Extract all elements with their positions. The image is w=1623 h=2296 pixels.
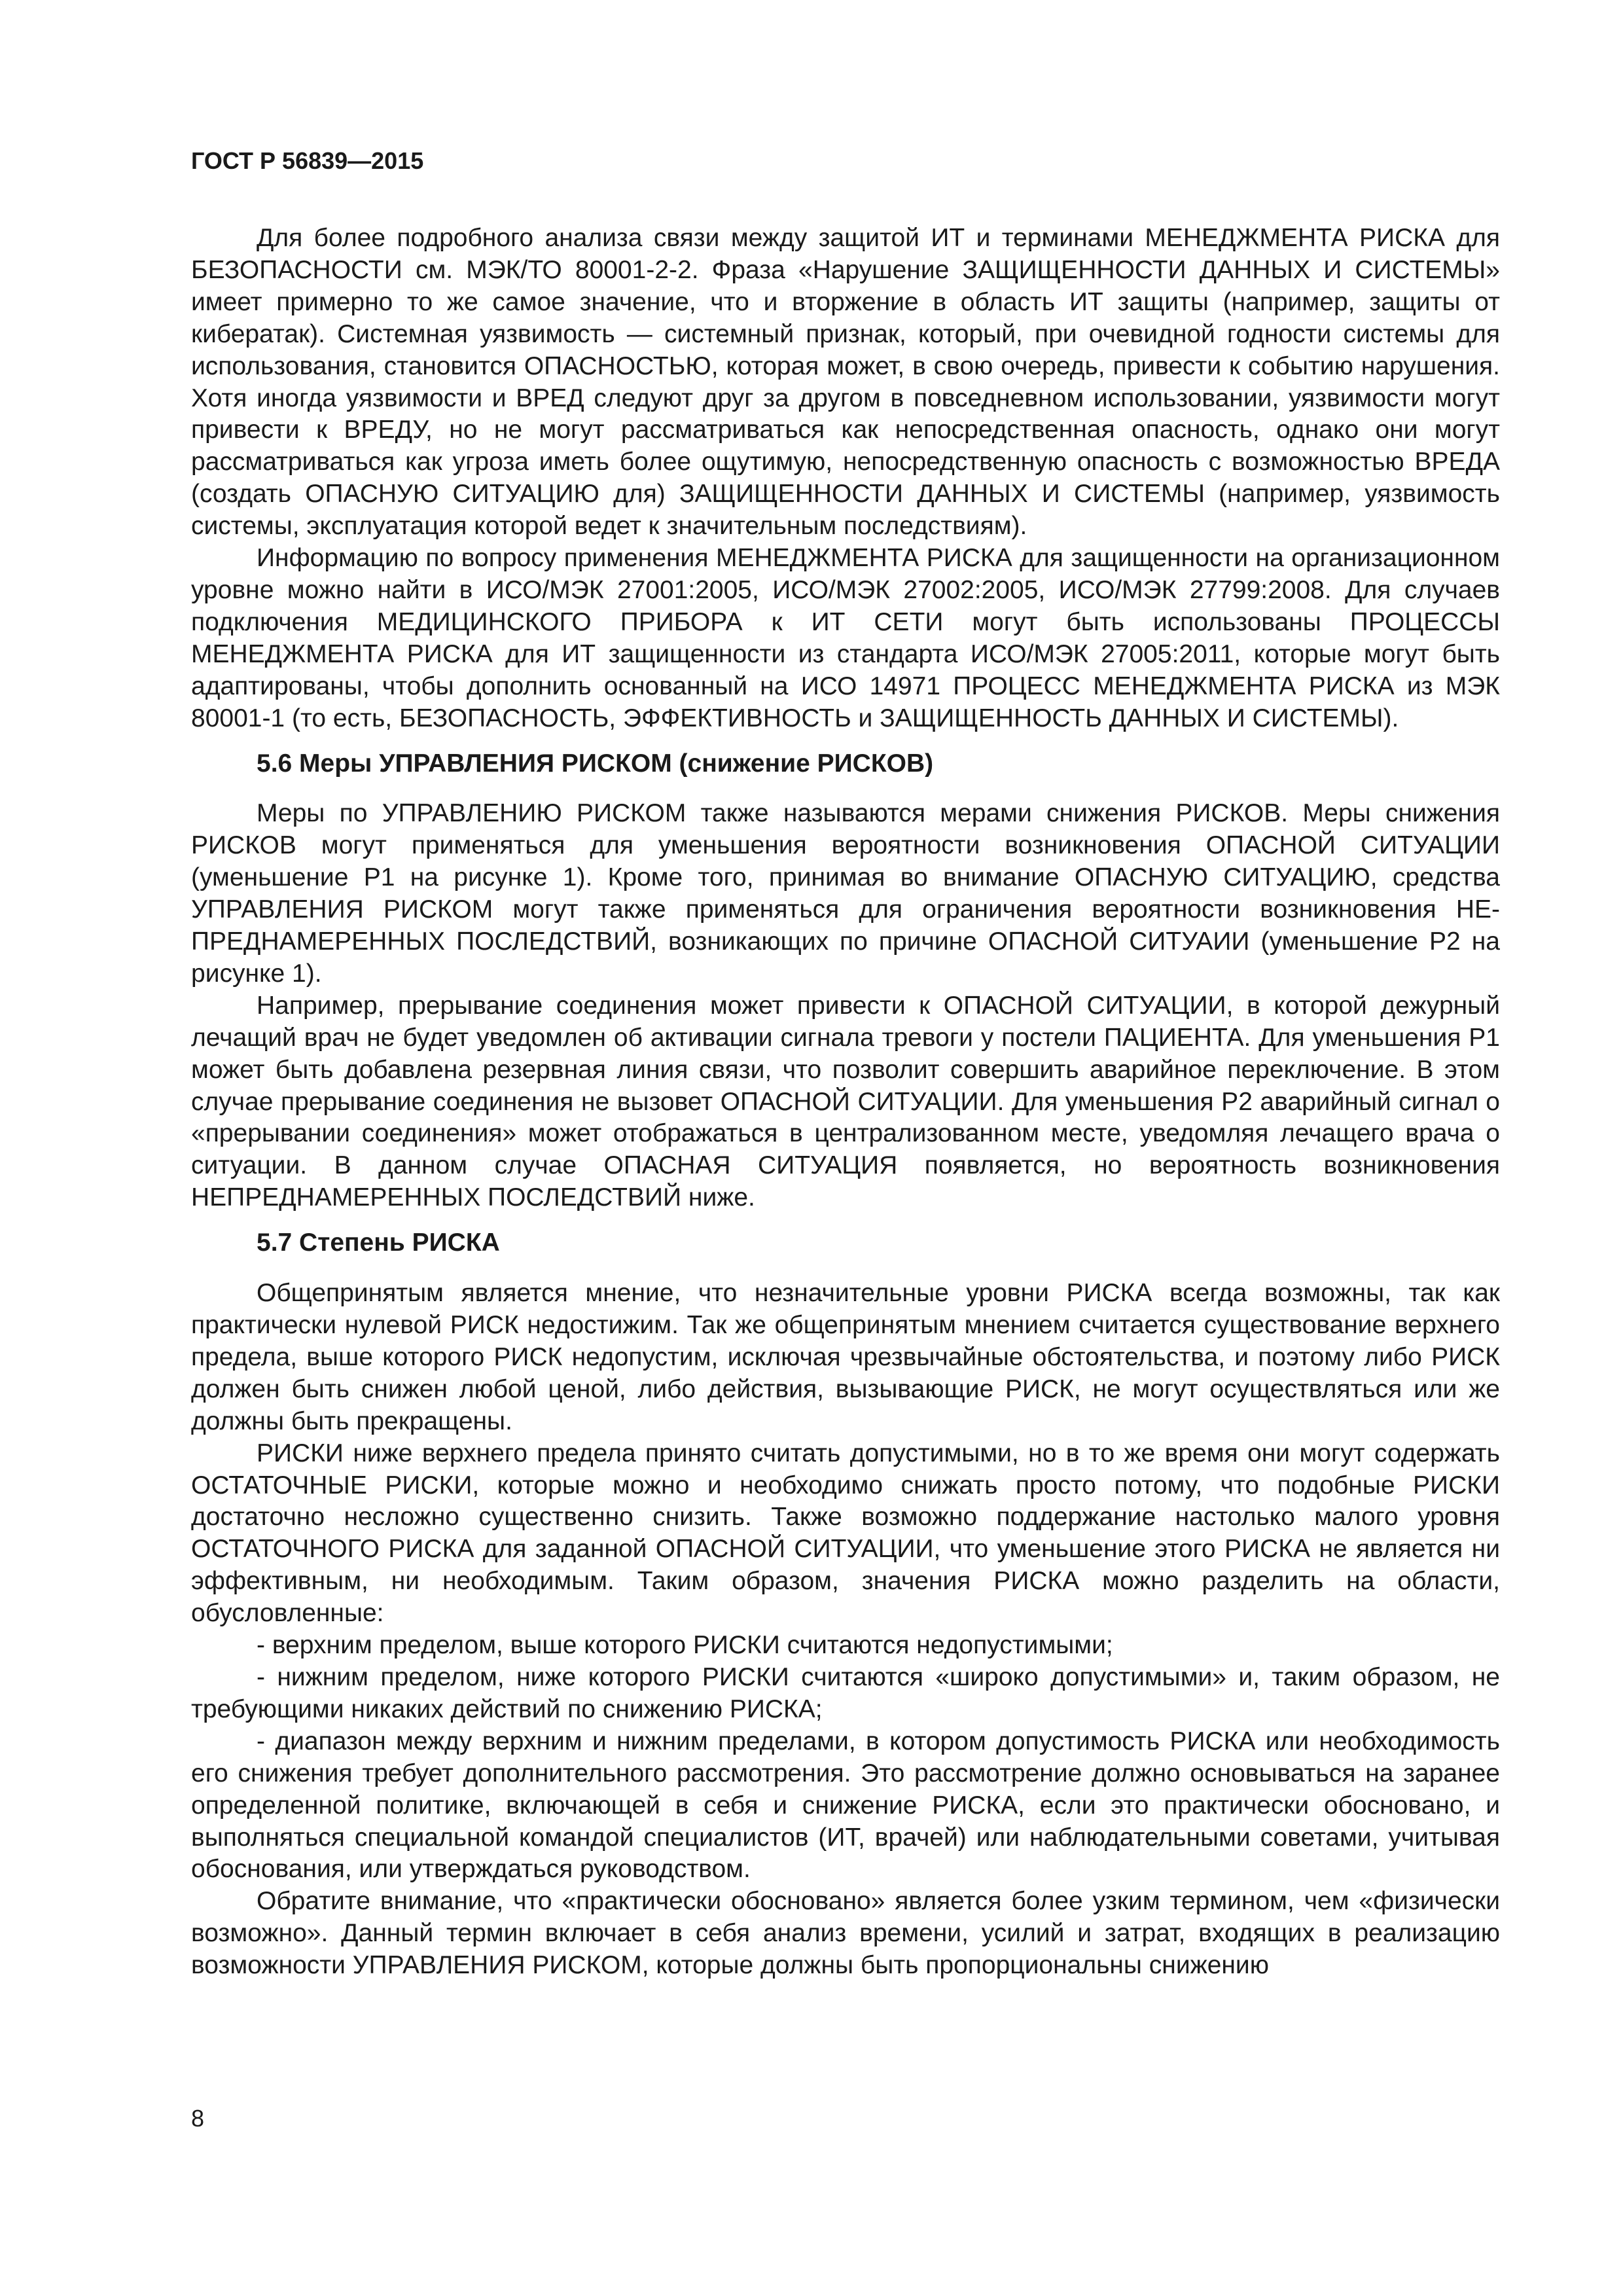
list-item: - верхним пределом, выше которого РИСКИ считаются недопустимыми;	[257, 1631, 1113, 1660]
section-heading-5-7: 5.7 Степень РИСКА	[257, 1229, 500, 1257]
section-heading-5-6: 5.6 Меры УПРАВЛЕНИЯ РИСКОМ (снижение РИСКОВ)	[257, 749, 934, 778]
paragraph: Общепринятым является мнение, что незначительные уровни РИСКА всегда возможны, так как практически нулевой РИСК недостижим. Так же общепринятым мнением считается существование верхнего предела, выше которого РИСК недопустим, исключая чрезвычайные обстоятельства, и поэтому либо РИСК должен быть снижен любой ценой, либо действия, вызывающие РИСК, не могут осуществляться или же должны быть прекращены.	[191, 1279, 1500, 1435]
page-number: 8	[191, 2105, 205, 2132]
paragraph: Например, прерывание соединения может привести к ОПАСНОЙ СИТУАЦИИ, в которой дежурный лечащий врач не будет уведомлен об активации сигнала тревоги у постели ПАЦИЕНТА. Для уменьшения Р1 может быть добавлена резервная линия связи, что позволит совершить аварийное переключение. В этом случае прерывание соединения не вызовет ОПАСНОЙ СИТУАЦИИ. Для уменьшения Р2 аварийный сигнал о «прерывании соединения» может отображаться в централизованном месте, уведомляя лечащего врача о ситуации. В данном случае ОПАСНАЯ СИТУАЦИЯ появляется, но вероятность возникновения НЕПРЕДНАМЕРЕННЫХ ПОСЛЕДСТВИЙ ниже.	[191, 991, 1500, 1212]
paragraph: РИСКИ ниже верхнего предела принято считать допустимыми, но в то же время они могут содержать ОСТАТОЧНЫЕ РИСКИ, которые можно и необходимо снижать просто потому, что подобные РИСКИ достаточно несложно существенно снизить. Также возможно поддержание настолько малого уровня ОСТАТОЧНОГО РИСКА для заданной ОПАСНОЙ СИТУАЦИИ, что уменьшение этого РИСКА не является ни эффективным, ни необходимым. Таким образом, значения РИСКА можно разделить на области, обусловленные:	[191, 1439, 1500, 1628]
document-body	[191, 223, 1500, 1982]
list-item: - нижним пределом, ниже которого РИСКИ считаются «широко допустимыми» и, таким образом, не требующими никаких действий по снижению РИСКА;	[191, 1662, 1500, 1723]
paragraph: Для более подробного анализа связи между защитой ИТ и терминами МЕНЕДЖМЕНТА РИСКА для БЕЗОПАСНОСТИ см. МЭК/ТО 80001-2-2. Фраза «Нарушение ЗАЩИЩЕННОСТИ ДАННЫХ И СИСТЕМЫ» имеет примерно то же самое значение, что и вторжение в область ИТ защиты (например, защиты от кибератак). Системная уязвимость — системный признак, который, при очевидной годности системы для использования, становится ОПАСНОСТЬЮ, которая может, в свою очередь, привести к событию нарушения. Хотя иногда уязвимости и ВРЕД следуют друг за другом в повседневном использовании, уязвимости могут привести к ВРЕДУ, но не могут рассматриваться как непосредственная опасность, однако они могут рассматриваться как угроза иметь более ощутимую, непосредственную опасность с возможностью ВРЕДА (создать ОПАСНУЮ СИТУАЦИЮ для) ЗАЩИЩЕННОСТИ ДАННЫХ И СИСТЕМЫ (например, уязвимость системы, эксплуатация которой ведет к значительным последствиям).	[191, 224, 1500, 541]
document-page	[191, 0, 1500, 2296]
document-header: ГОСТ Р 56839—2015	[191, 147, 424, 174]
paragraph: Обратите внимание, что «практически обосновано» является более узким термином, чем «физически возможно». Данный термин включает в себя анализ времени, усилий и затрат, входящих в реализацию возможности УПРАВЛЕНИЯ РИСКОМ, которые должны быть пропорциональны снижению	[191, 1887, 1500, 1980]
paragraph: Меры по УПРАВЛЕНИЮ РИСКОМ также называются мерами снижения РИСКОВ. Меры снижения РИСКОВ могут применяться для уменьшения вероятности возникновения ОПАСНОЙ СИТУАЦИИ (уменьшение Р1 на рисунке 1). Кроме того, принимая во внимание ОПАСНУЮ СИТУАЦИЮ, средства УПРАВЛЕНИЯ РИСКОМ могут также применяться для ограничения вероятности возникновения НЕПРЕДНАМЕРЕННЫХ ПОСЛЕДСТВИЙ, возникающих по причине ОПАСНОЙ СИТУАИИ (уменьшение Р2 на рисунке 1).	[191, 799, 1500, 988]
paragraph: Информацию по вопросу применения МЕНЕДЖМЕНТА РИСКА для защищенности на организационном уровне можно найти в ИСО/МЭК 27001:2005, ИСО/МЭК 27002:2005, ИСО/МЭК 27799:2008. Для случаев подключения МЕДИЦИНСКОГО ПРИБОРА к ИТ СЕТИ могут быть использованы ПРОЦЕССЫ МЕНЕДЖМЕНТА РИСКА для ИТ защищенности из стандарта ИСО/МЭК 27005:2011, которые могут быть адаптированы, чтобы дополнить основанный на ИСО 14971 ПРОЦЕСС МЕНЕДЖМЕНТА РИСКА из МЭК 80001-1 (то есть, БЕЗОПАСНОСТЬ, ЭФФЕКТИВНОСТЬ и ЗАЩИЩЕННОСТЬ ДАННЫХ И СИСТЕМЫ).	[191, 544, 1500, 732]
list-item: - диапазон между верхним и нижним пределами, в котором допустимость РИСКА или необходимость его снижения требует дополнительного рассмотрения. Это рассмотрение должно основываться на заранее определенной политике, включающей в себя и снижение РИСКА, если это практически обосновано, и выполняться специальной командой специалистов (ИТ, врачей) или наблюдательными советами, учитывая обоснования, или утверждаться руководством.	[191, 1727, 1500, 1884]
